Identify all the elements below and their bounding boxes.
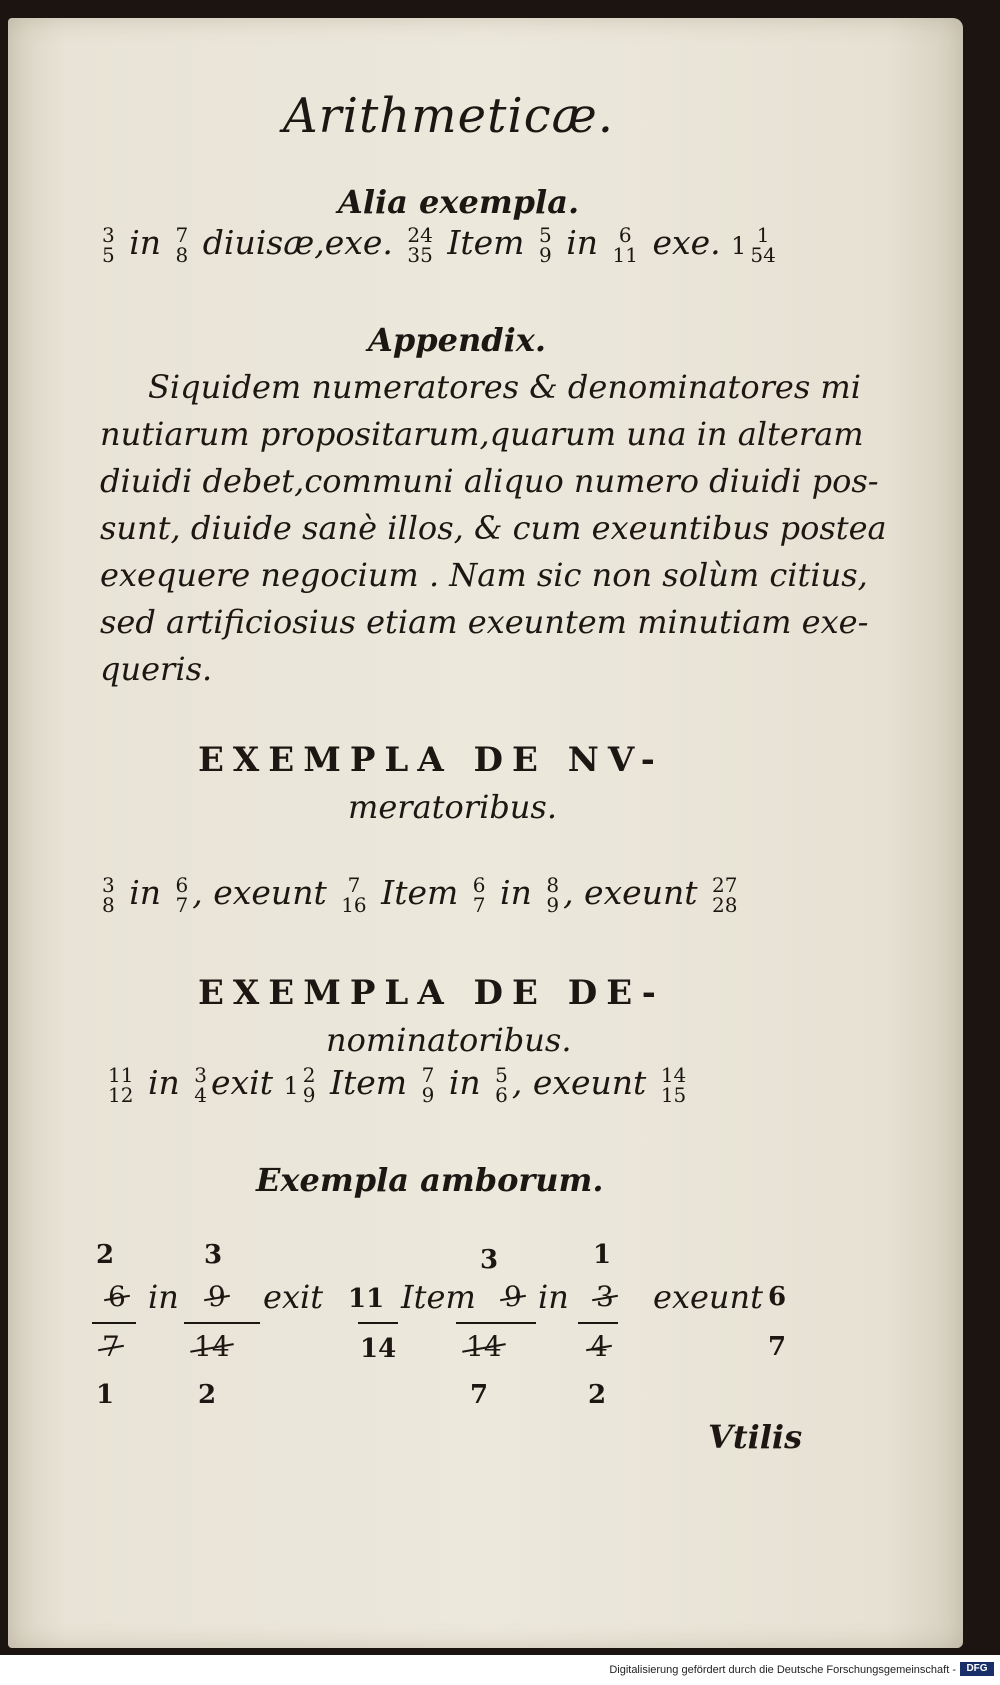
amborum-num-6: 6 [768,1282,787,1312]
amborum-den-5: 4 [590,1330,608,1363]
word: in [448,1063,481,1102]
whole-number: 1 [731,232,747,260]
fraction-bar [92,1322,136,1324]
amborum-word-in-1: in [148,1278,179,1316]
amborum-den-2: 14 [194,1330,230,1363]
denominatoribus-title-italic: nominatoribus. [326,1021,572,1059]
amborum-bottom-1: 1 [96,1380,115,1410]
appendix-line-5: exequere negocium . Nam sic non solùm citius, [100,556,868,594]
appendix-line-3: diuidi debet,communi aliquo numero diuidi pos- [100,462,879,500]
word: exit [211,1063,273,1102]
fraction-bar [184,1322,260,1324]
amborum-bottom-3: 7 [470,1380,489,1410]
word: Item [447,223,525,262]
word: in [500,873,532,912]
alia-exempla-title: Alia exempla. [338,183,580,221]
running-header: Arithmeticæ. [283,88,614,144]
amborum-top-1: 2 [96,1240,115,1270]
amborum-den-6: 7 [768,1332,787,1362]
fraction: 7 9 [421,1063,435,1107]
word: exeunt [532,1063,647,1102]
word: Item [381,873,459,912]
footer-bar [0,1655,1000,1685]
amborum-num-5: 3 [596,1280,614,1313]
amborum-word-in-2: in [538,1278,569,1316]
appendix-line-4: sunt, diuide sanè illos, & cum exeuntibus postea [100,509,887,547]
fraction: 7 8 [175,223,189,267]
word: exeunt [584,873,698,912]
word: in [129,873,162,912]
dfg-logo: DFG [960,1662,994,1676]
fraction: 3 5 [102,223,115,267]
fraction: 8 9 [546,873,560,917]
amborum-num-1: 6 [108,1280,126,1313]
amborum-word-exeunt: exeunt [653,1278,763,1316]
fraction: 2 9 [302,1063,316,1107]
footer-credit: Digitalisierung gefördert durch die Deutsche Forschungsgemeinschaft - [609,1664,956,1676]
appendix-line-2: nutiarum propositarum,quarum una in alteram [100,415,864,453]
amborum-bottom-4: 2 [588,1380,607,1410]
word: diuisæ,exe. [202,223,393,262]
appendix-line-1: Siquidem numeratores & denominatores mi [148,368,861,406]
amborum-word-item: Item [401,1278,476,1316]
appendix-line-6: sed artificiosius etiam exeuntem minutiam exe- [100,603,869,641]
fraction: 5 6 [495,1063,508,1107]
amborum-den-1: 7 [102,1330,120,1363]
amborum-num-4: 9 [504,1280,522,1313]
fraction: 3 8 [102,873,115,917]
fraction-bar [358,1322,398,1324]
appendix-title: Appendix. [368,321,546,359]
word: exe. [652,223,721,262]
numeratoribus-line: 3 8 in 6 7 , exeunt 7 16 Item 6 7 in 8 9 , exeunt 27 28 [102,873,738,917]
book-page [8,18,963,1648]
fraction: 14 15 [660,1063,687,1107]
fraction-bar [456,1322,536,1324]
fraction: 3 4 [194,1063,207,1107]
alia-exempla-line [98,223,780,265]
amborum-top-3: 3 [480,1245,499,1275]
fraction: 27 28 [711,873,738,917]
numeratoribus-title-italic: meratoribus. [348,788,557,826]
catchword: Vtilis [708,1418,803,1456]
fraction: 7 16 [341,873,367,917]
amborum-top-2: 3 [204,1240,223,1270]
fraction-bar [578,1322,618,1324]
word: Item [329,1063,408,1102]
word: in [147,1063,180,1102]
fraction: 6 7 [472,873,486,917]
whole-number: 1 [283,1072,299,1100]
fraction: 5 9 [538,223,552,267]
amborum-num-2: 9 [208,1280,226,1313]
fraction: 11 12 [108,1063,134,1107]
amborum-top-4: 1 [593,1240,612,1270]
amborum-bottom-2: 2 [198,1380,217,1410]
fraction: 6 11 [612,223,638,267]
word: in [566,223,598,262]
amborum-num-3: 11 [348,1284,385,1314]
amborum-title: Exempla amborum. [256,1161,604,1199]
fraction: 1 54 [750,223,776,267]
word: exeunt [213,873,327,912]
amborum-den-3: 14 [360,1334,397,1364]
amborum-den-4: 14 [466,1330,502,1363]
amborum-word-exit: exit [263,1278,324,1316]
word: in [129,223,162,262]
denominatoribus-line: 11 12 in 3 4 exit 1 2 9 Item 7 9 in 5 6 , exeunt 14 15 [108,1063,687,1107]
numeratoribus-title-caps: EXEMPLA DE NV- [198,740,664,780]
fraction: 6 7 [175,873,189,917]
fraction: 24 35 [407,223,433,267]
denominatoribus-title-caps: EXEMPLA DE DE- [198,973,665,1013]
appendix-line-7: queris. [100,650,213,688]
